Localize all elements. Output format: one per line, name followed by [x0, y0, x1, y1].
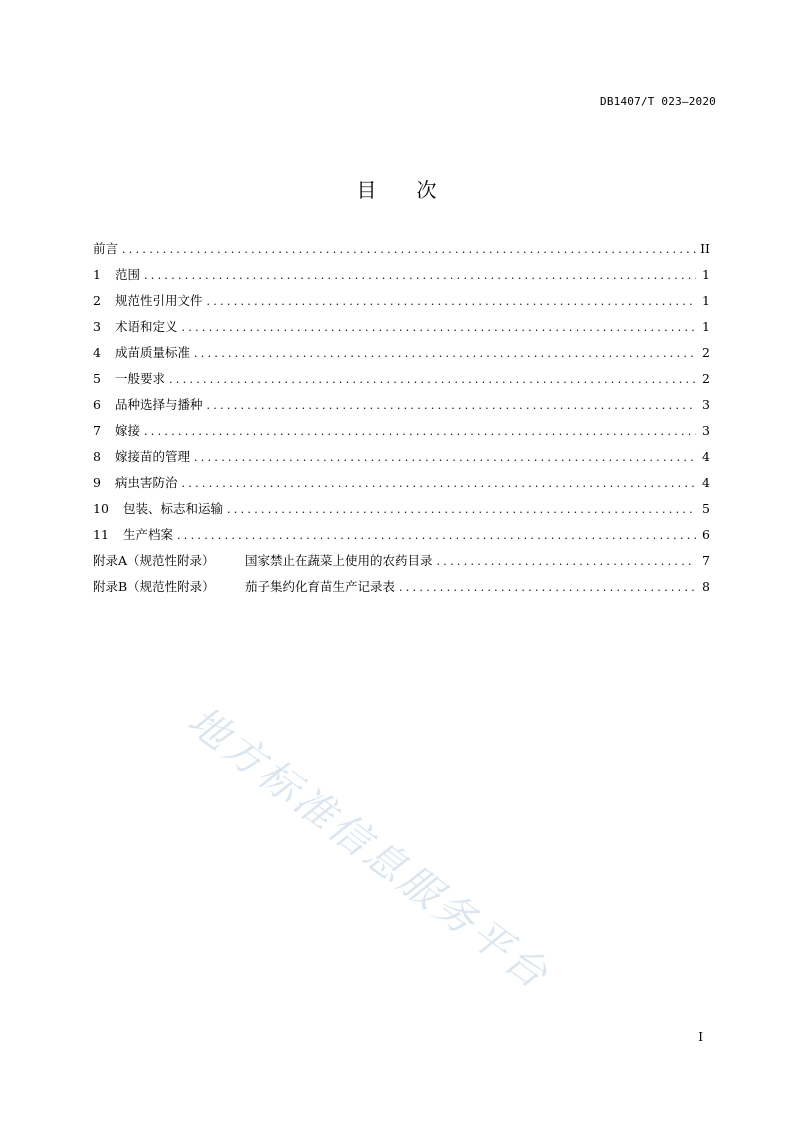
toc-entry-number: 2 [93, 293, 101, 308]
toc-leader-dots [207, 393, 696, 419]
toc-entry-4[interactable] [93, 340, 710, 366]
toc-entry-page: 8 [702, 579, 710, 594]
toc-leader-dots [194, 341, 696, 367]
toc-entry-page: 4 [702, 475, 710, 490]
toc-leader-dots [144, 419, 696, 445]
toc-entry-8[interactable] [93, 444, 710, 470]
toc-entry-5[interactable] [93, 366, 710, 392]
toc-entry-number: 3 [93, 319, 101, 334]
toc-entry-preface[interactable] [93, 236, 710, 262]
toc-leader-dots [169, 367, 696, 393]
toc-entry-label: 嫁接苗的管理 [115, 449, 191, 464]
toc-entry-appendix-a[interactable] [93, 548, 710, 574]
toc-title [0, 174, 793, 203]
toc-entry-number: 8 [93, 449, 101, 464]
toc-leader-dots [227, 497, 696, 523]
page-number: I [698, 1030, 703, 1044]
toc-entry-label: 病虫害防治 [115, 475, 178, 490]
toc-entry-number: 9 [93, 475, 101, 490]
toc-entry-appendix-b[interactable] [93, 574, 710, 600]
toc-entry-label: 国家禁止在蔬菜上使用的农药目录 [245, 553, 433, 568]
toc-leader-dots [144, 263, 696, 289]
toc-entry-page: II [700, 241, 710, 256]
toc-entry-page: 2 [702, 345, 710, 360]
toc-entry-page: 1 [702, 319, 710, 334]
toc-entry-page: 5 [702, 501, 710, 516]
toc-entry-page: 1 [702, 267, 710, 282]
toc-entry-label: 术语和定义 [115, 319, 178, 334]
toc-entry-6[interactable] [93, 392, 710, 418]
table-of-contents [93, 236, 710, 600]
toc-entry-label: 一般要求 [115, 371, 166, 386]
toc-leader-dots [437, 549, 696, 575]
toc-entry-number: 附录A（规范性附录） [93, 553, 215, 568]
toc-title-part2: 次 [416, 178, 437, 202]
toc-entry-number: 10 [93, 501, 109, 516]
toc-entry-10[interactable] [93, 496, 710, 522]
toc-entry-label: 品种选择与播种 [115, 397, 203, 412]
toc-entry-2[interactable] [93, 288, 710, 314]
toc-entry-number: 附录B（规范性附录） [93, 579, 215, 594]
toc-entry-label: 范围 [115, 267, 141, 282]
toc-entry-label: 前言 [93, 241, 119, 256]
toc-entry-9[interactable] [93, 470, 710, 496]
watermark: 地方标准信息服务平台 [179, 697, 559, 1000]
toc-entry-page: 6 [702, 527, 710, 542]
toc-entry-number: 4 [93, 345, 101, 360]
toc-entry-label: 茄子集约化育苗生产记录表 [245, 579, 396, 594]
toc-title-part1: 目 [356, 178, 377, 202]
toc-entry-label: 包装、标志和运输 [123, 501, 224, 516]
toc-entry-label: 成苗质量标准 [115, 345, 191, 360]
toc-entry-page: 3 [702, 423, 710, 438]
toc-leader-dots [207, 289, 696, 315]
toc-entry-number: 11 [93, 527, 109, 542]
toc-entry-page: 3 [702, 397, 710, 412]
toc-entry-3[interactable] [93, 314, 710, 340]
toc-entry-7[interactable] [93, 418, 710, 444]
toc-entry-label: 生产档案 [123, 527, 174, 542]
toc-leader-dots [122, 237, 696, 263]
toc-entry-number: 6 [93, 397, 101, 412]
toc-entry-page: 7 [702, 553, 710, 568]
toc-leader-dots [182, 471, 696, 497]
toc-entry-label: 规范性引用文件 [115, 293, 203, 308]
toc-entry-number: 1 [93, 267, 101, 282]
document-code: DB1407/T 023—2020 [600, 95, 716, 108]
toc-entry-page: 2 [702, 371, 710, 386]
toc-leader-dots [182, 315, 696, 341]
toc-entry-1[interactable] [93, 262, 710, 288]
toc-leader-dots [194, 445, 696, 471]
toc-entry-page: 1 [702, 293, 710, 308]
toc-entry-label: 嫁接 [115, 423, 141, 438]
toc-entry-number: 5 [93, 371, 101, 386]
toc-leader-dots [177, 523, 696, 549]
toc-leader-dots [399, 575, 696, 601]
toc-entry-11[interactable] [93, 522, 710, 548]
toc-entry-number: 7 [93, 423, 101, 438]
toc-entry-page: 4 [702, 449, 710, 464]
